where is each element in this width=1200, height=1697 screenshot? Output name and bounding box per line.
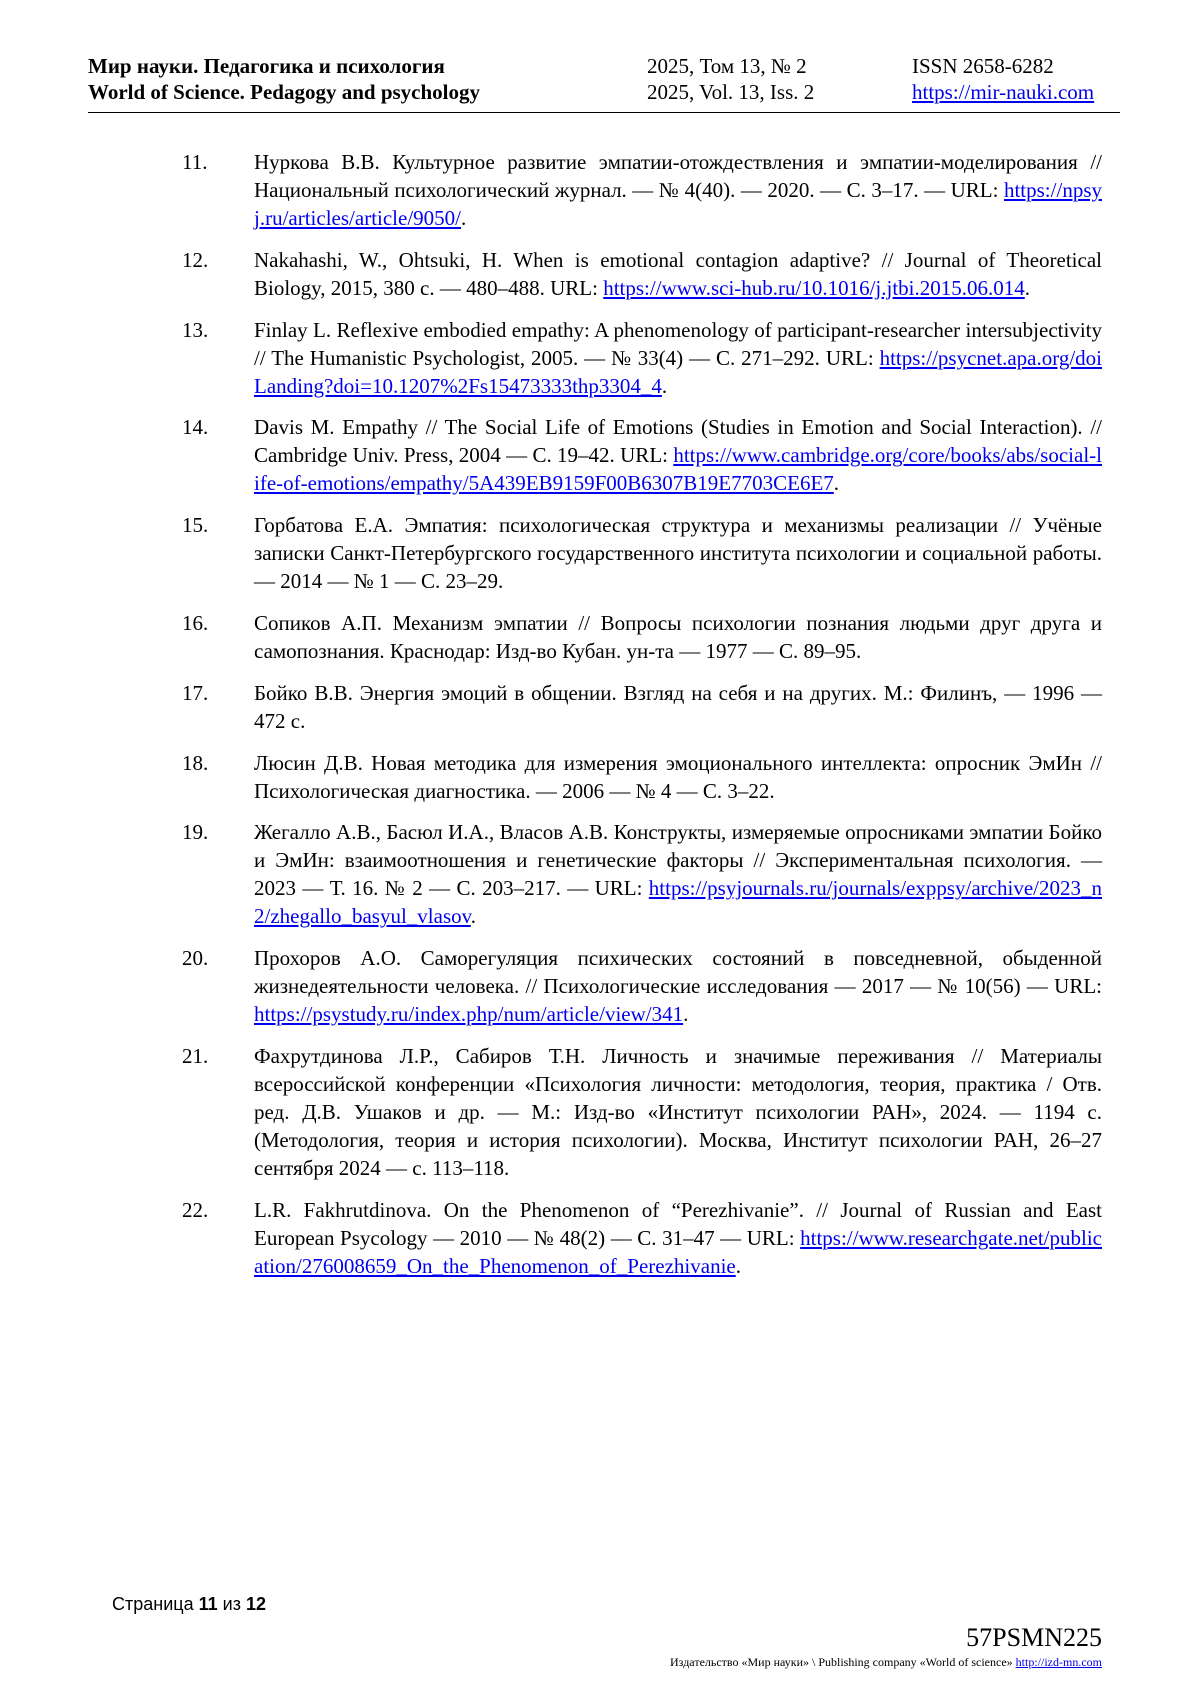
- reference-item: [182, 246, 1102, 302]
- reference-item: [182, 944, 1102, 1028]
- reference-link[interactable]: https://psyjournals.ru/journals/exppsy/archive/2023_n2/zhegallo_basyul_vlasov: [254, 876, 1102, 929]
- reference-number: 20.: [182, 946, 209, 971]
- reference-number: 21.: [182, 1043, 209, 1068]
- journal-title-en: World of Science. Pedagogy and psychology: [88, 80, 481, 104]
- reference-link[interactable]: https://www.cambridge.org/core/books/abs/social-life-of-emotions/empathy/5A439EB9159F00B6307B19E7703CE6E7: [254, 443, 1102, 496]
- reference-link[interactable]: https://psycnet.apa.org/doiLanding?doi=10.1207%2Fs15473333thp3304_4: [254, 345, 1102, 398]
- reference-number: 19.: [182, 820, 209, 845]
- reference-end: .: [461, 206, 467, 230]
- reference-link[interactable]: https://www.researchgate.net/publication/276008659_On_the_Phenomenon_of_Perezhivanie: [254, 1225, 1102, 1278]
- reference-text: Davis M. Empathy // The Social Life of Emotions (Studies in Emotion and Social Interaction). // Cambridge Univ. Press, 2004 — С. 19–42. URL:: [254, 415, 1102, 468]
- publisher-line: [670, 1655, 1102, 1670]
- article-code: 57PSMN225: [966, 1623, 1102, 1652]
- reference-text: Nakahashi, W., Ohtsuki, H. When is emotional contagion adaptive? // Journal of Theoretical Biology, 2015, 380 с. — 480–488. URL:: [254, 247, 1102, 300]
- reference-number: 12.: [182, 247, 209, 272]
- reference-text: Жегалло А.В., Басюл И.А., Власов А.В. Конструкты, измеряемые опросниками эмпатии Бойко и ЭмИн: взаимоотношения и генетические факторы // Экспериментальная психология. — 2023 — Т. 16. № 2 — С. 203–217. — URL:: [254, 820, 1102, 901]
- page-current: 11: [198, 1594, 218, 1614]
- reference-number: 22.: [182, 1197, 209, 1222]
- reference-text: Сопиков А.П. Механизм эмпатии // Вопросы психологии познания людьми друг друга и самопознания. Краснодар: Изд-во Кубан. ун-та — 1977 — С. 89–95.: [254, 610, 1102, 663]
- reference-item: [182, 818, 1102, 930]
- reference-number: 16.: [182, 610, 209, 635]
- journal-title-ru: Мир науки. Педагогика и психология: [88, 54, 445, 78]
- page-number: [112, 1594, 266, 1615]
- reference-text: Нуркова В.В. Культурное развитие эмпатии-отождествления и эмпатии-моделирования // Национальный психологический журнал. — № 4(40). — 2020. — С. 3–17. — URL:: [254, 150, 1102, 202]
- reference-text: Бойко В.В. Энергия эмоций в общении. Взгляд на себя и на других. М.: Филинъ, — 1996 — 472 с.: [254, 680, 1102, 733]
- reference-number: 11.: [182, 150, 208, 174]
- reference-text: Прохоров А.О. Саморегуляция психических состояний в повседневной, обыденной жизнедеятельности человека. // Психологические исследования — 2017 — № 10(56) — URL:: [254, 946, 1102, 999]
- reference-text: Горбатова Е.А. Эмпатия: психологическая структура и механизмы реализации // Учёные записки Санкт-Петербургского государственного института психологии и социальной работы. — 2014 — № 1 — С. 23–29.: [254, 513, 1102, 594]
- reference-link[interactable]: https://npsyj.ru/articles/article/9050/: [254, 178, 1102, 230]
- reference-item: [182, 609, 1102, 665]
- reference-item: [182, 316, 1102, 400]
- reference-item: [182, 148, 1102, 232]
- reference-item: [182, 1042, 1102, 1182]
- reference-link[interactable]: https://www.sci-hub.ru/10.1016/j.jtbi.2015.06.014: [603, 275, 1025, 300]
- reference-end: .: [470, 904, 477, 929]
- reference-number: 14.: [182, 415, 209, 440]
- journal-site-link[interactable]: https://mir-nauki.com: [912, 80, 1095, 104]
- reference-end: .: [661, 373, 668, 398]
- reference-list: [182, 148, 1102, 1294]
- reference-item: [182, 679, 1102, 735]
- reference-item: [182, 1196, 1102, 1280]
- reference-number: 15.: [182, 513, 209, 538]
- reference-item: [182, 413, 1102, 497]
- issue-ru: 2025, Том 13, № 2: [647, 54, 807, 78]
- reference-text: Finlay L. Reflexive embodied empathy: A phenomenology of participant-researcher intersubjectivity // The Humanistic Psychologist, 2005. — № 33(4) — С. 271–292. URL:: [254, 317, 1102, 370]
- issn: ISSN 2658-6282: [912, 54, 1054, 78]
- reference-item: [182, 511, 1102, 595]
- publisher-link[interactable]: http://izd-mn.com: [1015, 1655, 1102, 1669]
- reference-end: .: [1024, 275, 1031, 300]
- page-header: [88, 52, 1120, 113]
- reference-text: L.R. Fakhrutdinova. On the Phenomenon of “Perezhivanie”. // Journal of Russian and East European Psycology — 2010 — № 48(2) — С. 31–47 — URL:: [254, 1197, 1102, 1250]
- reference-end: .: [683, 1002, 689, 1027]
- page-of: из: [222, 1594, 241, 1614]
- reference-link[interactable]: https://psystudy.ru/index.php/num/article/view/341: [254, 1002, 684, 1027]
- reference-text: Фахрутдинова Л.Р., Сабиров Т.Н. Личность и значимые переживания // Материалы всероссийской конференции «Психология личности: методология, теория, практика / Отв. ред. Д.В. Ушаков и др. — М.: Изд-во «Институт психологии РАН», 2024. — 1194 с. (Методология, теория и история психологии). Москва, Институт психологии РАН, 26–27 сентября 2024 — с. 113–118.: [254, 1043, 1102, 1180]
- reference-number: 17.: [182, 680, 209, 705]
- issue-en: 2025, Vol. 13, Iss. 2: [647, 80, 815, 104]
- publisher-text: Издательство «Мир науки» \ Publishing company «World of science»: [670, 1655, 1013, 1669]
- page-label: Страница: [112, 1594, 194, 1614]
- reference-number: 18.: [182, 750, 209, 775]
- reference-end: .: [833, 471, 840, 496]
- reference-end: .: [735, 1253, 741, 1278]
- reference-number: 13.: [182, 317, 209, 342]
- reference-item: [182, 749, 1102, 805]
- reference-text: Люсин Д.В. Новая методика для измерения эмоционального интеллекта: опросник ЭмИн // Психологическая диагностика. — 2006 — № 4 — С. 3–22.: [254, 750, 1102, 803]
- page-total: 12: [245, 1594, 267, 1614]
